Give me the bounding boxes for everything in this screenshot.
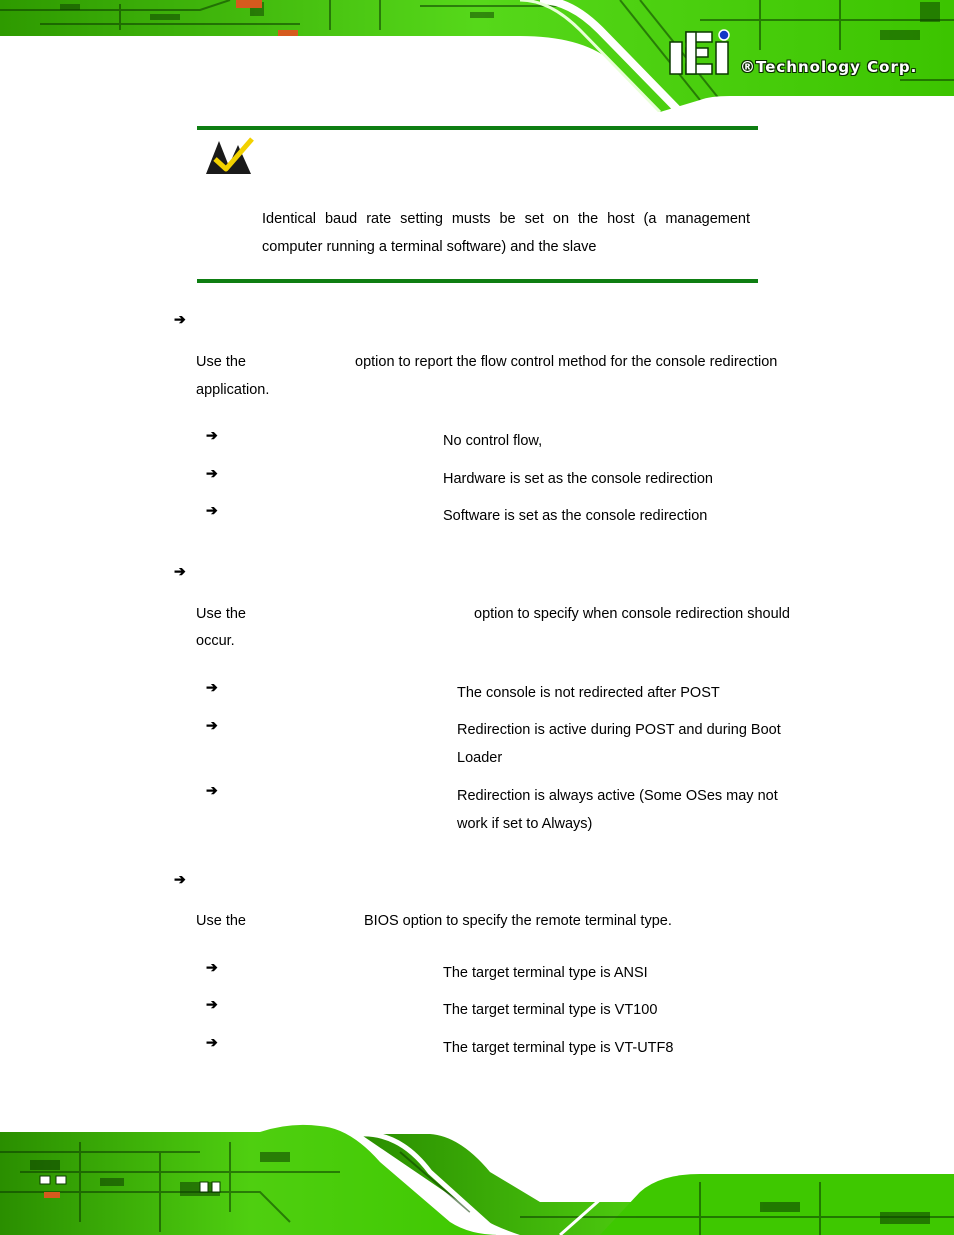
post-intro-line2: occur. — [196, 633, 235, 649]
note-bottom-rule — [197, 279, 758, 283]
flow-option-description: Hardware is set as the console redirection — [443, 471, 713, 487]
arrow-bullet-icon: ➔ — [206, 679, 218, 695]
arrow-bullet-icon: ➔ — [206, 502, 218, 518]
post-option-line1: Redirection is always active (Some OSes may not — [457, 788, 778, 804]
arrow-bullet-icon: ➔ — [174, 871, 186, 887]
terminal-option-description: The target terminal type is VT-UTF8 — [443, 1040, 674, 1056]
flow-intro-line2: application. — [196, 382, 270, 398]
flow-intro-part2: option to report the flow control method for the console redirection — [355, 354, 778, 370]
post-option-line2: Loader — [457, 750, 503, 766]
note-checkmark-icon — [205, 137, 255, 175]
circuit-board-banner — [0, 0, 954, 112]
page-footer — [0, 1122, 954, 1235]
iei-logo-icon — [668, 28, 734, 76]
terminal-intro-part1: Use the — [196, 913, 246, 929]
post-intro-part1: Use the — [196, 606, 246, 622]
flow-intro-part1: Use the — [196, 354, 246, 370]
post-option-line1: Redirection is active during POST and during Boot — [457, 722, 781, 738]
post-option-line1: The console is not redirected after POST — [457, 685, 720, 701]
terminal-option-description: The target terminal type is ANSI — [443, 965, 648, 981]
arrow-bullet-icon: ➔ — [206, 717, 218, 733]
note-text: Identical baud rate setting musts be set on the host (a management computer running a terminal software) and the slave — [262, 211, 750, 255]
arrow-bullet-icon: ➔ — [206, 959, 218, 975]
post-option-line2: work if set to Always) — [457, 816, 593, 832]
circuit-board-footer — [0, 1122, 954, 1235]
page-header — [0, 0, 954, 112]
arrow-bullet-icon: ➔ — [206, 427, 218, 443]
arrow-bullet-icon: ➔ — [174, 311, 186, 327]
note-top-rule — [197, 126, 758, 130]
terminal-intro-part2: BIOS option to specify the remote terminal type. — [364, 913, 672, 929]
arrow-bullet-icon: ➔ — [206, 782, 218, 798]
arrow-bullet-icon: ➔ — [206, 1034, 218, 1050]
terminal-option-description: The target terminal type is VT100 — [443, 1002, 658, 1018]
arrow-bullet-icon: ➔ — [206, 465, 218, 481]
brand-name: ®Technology Corp. — [740, 58, 918, 76]
flow-option-description: Software is set as the console redirection — [443, 508, 708, 524]
arrow-bullet-icon: ➔ — [206, 996, 218, 1012]
arrow-bullet-icon: ➔ — [174, 563, 186, 579]
post-intro-part2: option to specify when console redirection should — [474, 606, 790, 622]
flow-option-description: No control flow, — [443, 433, 543, 449]
